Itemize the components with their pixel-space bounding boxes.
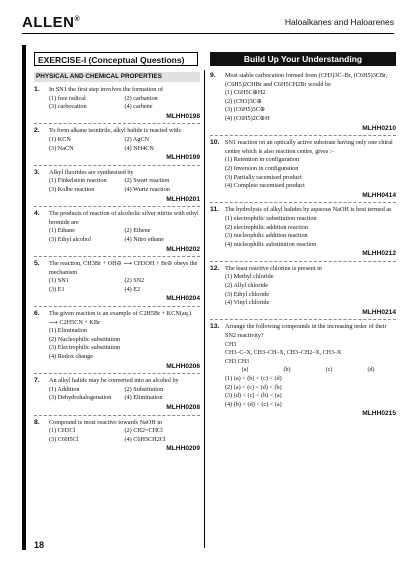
option: (4) (b) < (d) < (c) < (a) — [225, 400, 282, 408]
question-number: 10. — [210, 139, 220, 147]
option: (4) Elimination — [124, 394, 163, 402]
question-4 — [34, 210, 200, 257]
question-code: MLHH0206 — [166, 362, 200, 370]
option: (1) Addition — [49, 385, 80, 393]
question-number: 4. — [34, 210, 40, 218]
option: (3) carbocation — [49, 103, 87, 111]
option: (2) Substitution — [124, 385, 164, 393]
question-code: MLHH0204 — [166, 295, 200, 303]
options-list — [225, 89, 396, 123]
option: (4) C6H5CH2Cl — [124, 435, 166, 443]
left-margin-rule — [22, 45, 26, 550]
question-text: In SN1 the first step involves the formation of — [49, 86, 164, 93]
question-separator — [210, 202, 396, 203]
question-text: Compound is most reactive towards NaOH in — [49, 418, 163, 426]
structure-label: (c) — [325, 367, 333, 374]
question-text: The hydrolysis of alkyl halides by aqueous NaOH is best termed as — [225, 206, 392, 214]
question-text: The products of reaction of alcoholic silver nitrite with ethyl bromide are — [49, 210, 199, 226]
question-code: MLHH0212 — [362, 250, 396, 258]
exercise-title: EXERCISE-I (Conceptual Questions) — [34, 52, 198, 66]
left-column — [34, 86, 200, 454]
option: (1) electrophilic substitution reaction — [225, 214, 317, 222]
question-text: An alkyl halide may be converted into an alcohol by — [49, 377, 179, 385]
option: (2) Nucleophilic substitution — [49, 335, 121, 343]
question-code: MLHH0215 — [362, 410, 396, 418]
question-code: MLHH0199 — [166, 154, 200, 162]
option: (2) Inversion in configuration — [225, 164, 299, 172]
question-text: The reaction, CH3Br + OH⊖ ⟶ CH3OH + Br⊖ obeys the mechanism — [49, 260, 198, 276]
question-code: MLHH0214 — [362, 308, 396, 316]
options-list — [225, 156, 396, 190]
question-separator — [34, 373, 200, 374]
question-13 — [210, 323, 396, 419]
question-separator — [34, 206, 200, 207]
options-list — [49, 95, 200, 112]
option: (3) C6H5Cl — [49, 435, 79, 443]
option: (4) Redox change — [49, 353, 93, 361]
option: (2) electrophilic addition reaction — [225, 223, 308, 231]
option: (4) Complete racemised product — [225, 182, 305, 190]
question-number: 12. — [210, 264, 220, 272]
option: (2) Swart reaction — [124, 177, 170, 185]
chapter-title: Haloalkanes and Haloarenes — [284, 17, 394, 27]
column-divider — [204, 70, 205, 548]
question-text: Most stable carbocation formed from (CH3)3C–Br, (C6H5)3CBr,(C6H5)2CHBr and C6H5CH2Br would be — [225, 72, 388, 88]
question-6 — [34, 310, 200, 374]
option: (3) Kolbe reaction — [49, 185, 95, 193]
question-2 — [34, 127, 200, 165]
structure-label: (a) — [241, 367, 249, 374]
option: (1) free radical — [49, 94, 86, 102]
option: (3) (C6H5)3C⊕ — [225, 106, 266, 114]
allen-logo: ALLEN® — [22, 14, 81, 31]
structure-bottom: CH3 CH3 — [225, 358, 250, 365]
question-number: 1. — [34, 86, 40, 93]
option: (1) Ethane — [49, 227, 75, 235]
question-7 — [34, 377, 200, 415]
option: (2) CH2=CHCl — [124, 427, 163, 435]
option: (3) NaCN — [49, 144, 74, 152]
question-8 — [34, 419, 200, 454]
option: (2) AgCN — [124, 135, 150, 143]
option: (1) Retention in configuration — [225, 156, 300, 164]
question-separator — [34, 256, 200, 257]
header-divider — [22, 33, 394, 34]
option: (3) nucleophilic addition reaction — [225, 232, 308, 240]
question-11 — [210, 206, 396, 262]
option: (3) (d) < (c) < (b) < (a) — [225, 392, 282, 400]
options-list — [225, 273, 396, 307]
structure-label: (b) — [283, 367, 291, 374]
structure-label: (d) — [367, 367, 375, 374]
question-separator — [34, 415, 200, 416]
question-number: 3. — [34, 168, 40, 176]
question-code: MLHH0208 — [166, 404, 200, 411]
options-list — [49, 277, 200, 294]
structure-top: CH3 — [225, 341, 237, 348]
question-separator — [210, 261, 396, 262]
question-text: The given reaction is an example of C2H5Br + KCN(aq.) ⟶ C2H5CN + KBr — [49, 310, 192, 326]
option: (1) Finkelstein reaction — [49, 177, 107, 185]
question-code: MLHH0198 — [166, 112, 200, 120]
option: (2) (a) < (c) < (d) < (b) — [225, 383, 282, 391]
structure-diagram — [225, 341, 396, 375]
question-separator — [34, 306, 200, 307]
page-number: 18 — [34, 540, 45, 550]
option: (4) E2 — [124, 285, 141, 293]
option: (2) Ethene — [124, 227, 151, 235]
option: (4) Vinyl chloride — [225, 299, 270, 307]
option: (1) SN1 — [49, 277, 69, 285]
question-separator — [210, 319, 396, 320]
question-text: SN1 reaction on an optically active substrate having only one chiral centre which is also reaction centre, gives :- — [225, 139, 393, 155]
question-code: MLHH0210 — [362, 124, 396, 132]
option: (2) Allyl chloride — [225, 282, 268, 290]
option: (1) Elimination — [49, 327, 87, 335]
options-list — [225, 215, 396, 249]
option: (4) nucleophilic substitution reaction — [225, 240, 317, 248]
question-text: Alkyl fluorides are synthesised by — [49, 168, 134, 176]
option: (1) (a) < (b) < (c) < (d) — [225, 375, 282, 382]
option: (2) SN2 — [124, 277, 145, 285]
question-number: 5. — [34, 260, 40, 268]
option: (3) Ethyl chloride — [225, 290, 269, 298]
option: (1) CH3Cl — [49, 427, 76, 435]
question-number: 6. — [34, 310, 40, 318]
topic-heading: PHYSICAL AND CHEMICAL PROPERTIES — [34, 72, 200, 82]
question-separator — [34, 165, 200, 166]
options-list — [49, 136, 200, 153]
options-list — [49, 227, 200, 244]
options-list — [49, 177, 200, 194]
question-text: To form alkane isonitrile, alkyl halide is reacted with: — [49, 127, 182, 135]
question-separator — [210, 135, 396, 136]
question-number: 2. — [34, 127, 40, 135]
question-number: 11. — [210, 206, 220, 214]
option: (3) Ethyl alcohol — [49, 235, 91, 243]
question-10 — [210, 139, 396, 203]
option: (3) Dehydrohalogenation — [49, 394, 112, 402]
question-code: MLHH0414 — [362, 191, 396, 199]
question-number: 8. — [34, 418, 40, 426]
option: (3) E1 — [49, 285, 65, 293]
question-code: MLHH0201 — [166, 195, 200, 203]
section-title: Build Up Your Understanding — [210, 52, 396, 66]
question-separator — [34, 123, 200, 124]
question-5 — [34, 260, 200, 307]
option: (4) NH4CN — [124, 144, 154, 152]
question-number: 13. — [210, 323, 220, 331]
option: (2) (CH3)3C⊕ — [225, 97, 262, 105]
question-12 — [210, 265, 396, 321]
option: (3) Electrophilic substitution — [49, 344, 121, 352]
structure-labels — [225, 366, 396, 375]
options-list — [49, 327, 200, 361]
question-text: The least reactive chlorine is present in — [225, 264, 322, 272]
options-list — [49, 386, 200, 403]
option: (2) carbanion — [124, 94, 158, 102]
options-list — [49, 427, 200, 444]
right-column — [210, 72, 396, 419]
question-code: MLHH0202 — [166, 245, 200, 253]
option: (3) Partially racemised product — [225, 173, 302, 181]
option: (1) C6H5C⊕H2 — [225, 89, 266, 97]
option: (4) carbene — [124, 103, 153, 111]
option: (4) (C6H5)2C⊕H — [225, 114, 270, 122]
question-3 — [34, 169, 200, 207]
question-1 — [34, 86, 200, 124]
option: (1) Methyl chloride — [225, 273, 274, 281]
question-code: MLHH0209 — [166, 445, 200, 453]
option: (4) Wurtz reaction — [124, 185, 170, 193]
question-text: Arrange the following compounds in the increasing order of their SN2 reactivity? — [225, 323, 387, 340]
question-number: 7. — [34, 377, 40, 385]
options-list — [225, 375, 396, 409]
structure-main: CH3–C–X, CH3–CH–X, CH3–CH2–X, CH3–X — [225, 350, 342, 357]
question-9 — [210, 72, 396, 136]
question-number: 9. — [210, 72, 216, 79]
option: (4) Nitro ethane — [124, 235, 165, 243]
option: (1) KCN — [49, 135, 71, 143]
